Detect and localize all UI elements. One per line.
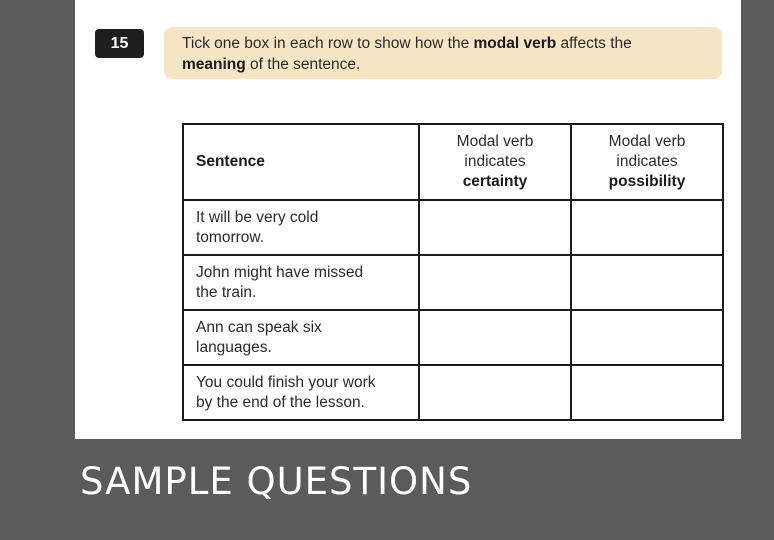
sentence-line2: tomorrow. bbox=[196, 228, 265, 246]
possibility-tick-box[interactable] bbox=[571, 200, 723, 255]
certainty-tick-box[interactable] bbox=[419, 310, 571, 365]
header-possibility-line1: Modal verb bbox=[608, 133, 686, 150]
header-sentence: Sentence bbox=[183, 124, 419, 200]
answer-table bbox=[182, 123, 724, 421]
table-header-row bbox=[183, 124, 723, 200]
table-row bbox=[183, 200, 723, 255]
instruction-text-4: meaning bbox=[182, 56, 246, 73]
possibility-tick-box[interactable] bbox=[571, 310, 723, 365]
header-possibility bbox=[571, 124, 723, 200]
sentence-line1: It will be very cold bbox=[196, 208, 319, 226]
sentence-line2: languages. bbox=[196, 338, 272, 356]
sentence-line1: Ann can speak six bbox=[196, 318, 322, 336]
sentence-cell bbox=[183, 310, 419, 365]
header-certainty-key: certainty bbox=[462, 173, 528, 190]
sentence-cell bbox=[183, 200, 419, 255]
certainty-tick-box[interactable] bbox=[419, 255, 571, 310]
instruction-text-5: of the sentence. bbox=[245, 56, 361, 73]
question-number-badge bbox=[95, 29, 144, 58]
worksheet bbox=[75, 0, 741, 439]
table-row bbox=[183, 310, 723, 365]
sentence-line1: John might have missed bbox=[196, 263, 364, 281]
instruction-text-3: affects the bbox=[556, 35, 632, 52]
possibility-tick-box[interactable] bbox=[571, 255, 723, 310]
sentence-cell bbox=[183, 255, 419, 310]
slide-caption: SAMPLE QUESTIONS bbox=[80, 460, 473, 503]
possibility-tick-box[interactable] bbox=[571, 365, 723, 420]
table-row bbox=[183, 255, 723, 310]
table-row bbox=[183, 365, 723, 420]
instruction-box bbox=[164, 27, 722, 79]
sentence-line2: the train. bbox=[196, 283, 257, 301]
certainty-tick-box[interactable] bbox=[419, 200, 571, 255]
header-possibility-key: possibility bbox=[608, 173, 686, 190]
header-certainty-line2: indicates bbox=[464, 153, 526, 170]
header-possibility-line2: indicates bbox=[616, 153, 678, 170]
certainty-tick-box[interactable] bbox=[419, 365, 571, 420]
instruction-text-2: modal verb bbox=[473, 35, 557, 52]
sentence-cell bbox=[183, 365, 419, 420]
sentence-line1: You could finish your work bbox=[196, 373, 376, 391]
question-number: 15 bbox=[110, 34, 129, 52]
sentence-line2: by the end of the lesson. bbox=[196, 393, 365, 411]
instruction-text-1: Tick one box in each row to show how the bbox=[182, 35, 474, 52]
header-certainty bbox=[419, 124, 571, 200]
header-certainty-line1: Modal verb bbox=[456, 133, 534, 150]
